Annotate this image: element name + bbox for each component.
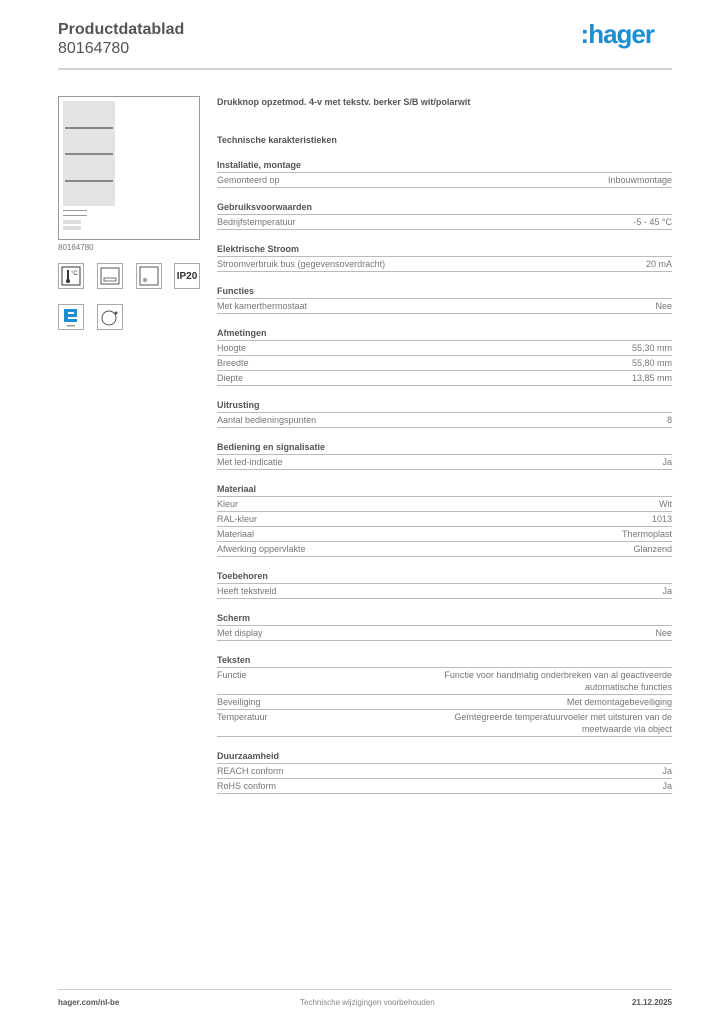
group-title: Elektrische Stroom bbox=[217, 243, 672, 257]
led-light-icon bbox=[136, 263, 162, 289]
spec-row bbox=[217, 356, 672, 371]
group-title: Gebruiksvoorwaarden bbox=[217, 201, 672, 215]
thumb-chip bbox=[63, 220, 81, 224]
spec-value: Ja bbox=[662, 457, 672, 467]
spec-value: Glanzend bbox=[633, 544, 672, 554]
spec-value: Ja bbox=[662, 781, 672, 791]
spec-label: RAL-kleur bbox=[217, 514, 258, 524]
spec-label: REACH conform bbox=[217, 766, 284, 776]
spec-row bbox=[217, 668, 672, 695]
spec-value: -5 - 45 °C bbox=[633, 217, 672, 227]
spec-group-afmetingen bbox=[217, 327, 672, 386]
spec-label: Bedrijfstemperatuur bbox=[217, 217, 296, 227]
spec-label: Aantal bedieningspunten bbox=[217, 415, 317, 425]
spec-group-bediening bbox=[217, 441, 672, 470]
spec-row bbox=[217, 173, 672, 188]
spec-group-elektrische-stroom bbox=[217, 243, 672, 272]
spec-value: Met demontagebeveiliging bbox=[566, 697, 672, 707]
spec-label: Heeft tekstveld bbox=[217, 586, 277, 596]
page-header bbox=[58, 20, 672, 70]
product-thumbnail bbox=[63, 101, 115, 206]
spec-row bbox=[217, 584, 672, 599]
group-title: Scherm bbox=[217, 612, 672, 626]
thumb-chip bbox=[63, 226, 81, 230]
spec-value: 55,80 mm bbox=[631, 358, 672, 368]
group-title: Bediening en signalisatie bbox=[217, 441, 672, 455]
spec-row bbox=[217, 455, 672, 470]
easy-configuration-icon bbox=[58, 304, 84, 330]
spec-group-toebehoren bbox=[217, 570, 672, 599]
page-title: Productdatablad bbox=[58, 21, 185, 38]
image-caption: 80164780 bbox=[58, 243, 94, 252]
button-divider bbox=[65, 127, 113, 129]
spec-row bbox=[217, 710, 672, 737]
spec-value: Ja bbox=[662, 766, 672, 776]
spec-group-materiaal bbox=[217, 483, 672, 557]
spec-row bbox=[217, 779, 672, 794]
button-divider bbox=[65, 153, 113, 155]
spec-group-functies bbox=[217, 285, 672, 314]
spec-label: Stroomverbruik bus (gegevensoverdracht) bbox=[217, 259, 386, 269]
spec-label: Materiaal bbox=[217, 529, 255, 539]
spec-row bbox=[217, 512, 672, 527]
group-title: Uitrusting bbox=[217, 399, 672, 413]
spec-label: Met display bbox=[217, 628, 263, 638]
header-divider bbox=[58, 68, 672, 70]
spec-group-scherm bbox=[217, 612, 672, 641]
spec-row bbox=[217, 257, 672, 272]
section-title: Technische karakteristieken bbox=[217, 135, 337, 145]
spec-value: 1013 bbox=[651, 514, 672, 524]
footer-disclaimer: Technische wijzigingen voorbehouden bbox=[300, 998, 435, 1007]
spec-value: Thermoplast bbox=[621, 529, 672, 539]
group-title: Functies bbox=[217, 285, 672, 299]
ring-sensor-icon bbox=[97, 304, 123, 330]
spec-value: Wit bbox=[659, 499, 672, 509]
spec-label: Breedte bbox=[217, 358, 249, 368]
thumb-caption-line bbox=[63, 210, 87, 211]
spec-label: Beveiliging bbox=[217, 697, 261, 707]
spec-value: 13,85 mm bbox=[631, 373, 672, 383]
spec-value: Inbouwmontage bbox=[607, 175, 672, 185]
spec-value: Nee bbox=[655, 628, 672, 638]
footer-divider bbox=[58, 989, 672, 990]
article-number: 80164780 bbox=[58, 40, 130, 57]
group-title: Installatie, montage bbox=[217, 159, 672, 173]
spec-row bbox=[217, 215, 672, 230]
spec-label: RoHS conform bbox=[217, 781, 277, 791]
spec-content bbox=[217, 96, 672, 794]
spec-group-duurzaamheid bbox=[217, 750, 672, 794]
spec-value: Nee bbox=[655, 301, 672, 311]
spec-row bbox=[217, 497, 672, 512]
spec-label: Afwerking oppervlakte bbox=[217, 544, 306, 554]
spec-value: Geïntegreerde temperatuurvoeler met uitsturen van de meetwaarde via object bbox=[454, 712, 672, 734]
footer-website-link[interactable]: hager.com/nl-be bbox=[58, 998, 120, 1007]
spec-label: Gemonteerd op bbox=[217, 175, 280, 185]
spec-group-gebruiksvoorwaarden bbox=[217, 201, 672, 230]
spec-value: Functie voor handmatig onderbreken van al geactiveerde automatische functies bbox=[444, 670, 672, 692]
hager-logo: :hager bbox=[580, 19, 654, 49]
svg-text:°C: °C bbox=[71, 271, 78, 277]
spec-value: Ja bbox=[662, 586, 672, 596]
spec-value: 8 bbox=[666, 415, 672, 425]
ip20-rating-icon bbox=[174, 263, 200, 289]
group-title: Toebehoren bbox=[217, 570, 672, 584]
group-title: Teksten bbox=[217, 654, 672, 668]
product-image bbox=[58, 96, 200, 240]
spec-label: Functie bbox=[217, 670, 247, 680]
thumb-caption-line bbox=[63, 215, 87, 216]
display-panel-icon bbox=[97, 263, 123, 289]
spec-row bbox=[217, 341, 672, 356]
spec-value: 55,30 mm bbox=[631, 343, 672, 353]
spec-label: Met kamerthermostaat bbox=[217, 301, 308, 311]
spec-row bbox=[217, 371, 672, 386]
temperature-celsius-icon bbox=[58, 263, 84, 289]
group-title: Materiaal bbox=[217, 483, 672, 497]
spec-value: 20 mA bbox=[645, 259, 672, 269]
spec-row bbox=[217, 626, 672, 641]
spec-label: Temperatuur bbox=[217, 712, 268, 722]
spec-row bbox=[217, 764, 672, 779]
spec-label: Met led-indicatie bbox=[217, 457, 283, 467]
spec-row bbox=[217, 695, 672, 710]
footer-date: 21.12.2025 bbox=[631, 998, 672, 1007]
spec-group-installatie bbox=[217, 159, 672, 188]
spec-group-teksten bbox=[217, 654, 672, 737]
ip20-label: IP20 bbox=[176, 270, 198, 282]
spec-label: Diepte bbox=[217, 373, 244, 383]
spec-row bbox=[217, 527, 672, 542]
spec-label: Kleur bbox=[217, 499, 239, 509]
group-title: Afmetingen bbox=[217, 327, 672, 341]
spec-row bbox=[217, 542, 672, 557]
button-divider bbox=[65, 180, 113, 182]
group-title: Duurzaamheid bbox=[217, 750, 672, 764]
product-name: Drukknop opzetmod. 4-v met tekstv. berker S/B wit/polarwit bbox=[217, 97, 471, 107]
spec-group-uitrusting bbox=[217, 399, 672, 428]
spec-row bbox=[217, 299, 672, 314]
spec-label: Hoogte bbox=[217, 343, 247, 353]
spec-row bbox=[217, 413, 672, 428]
